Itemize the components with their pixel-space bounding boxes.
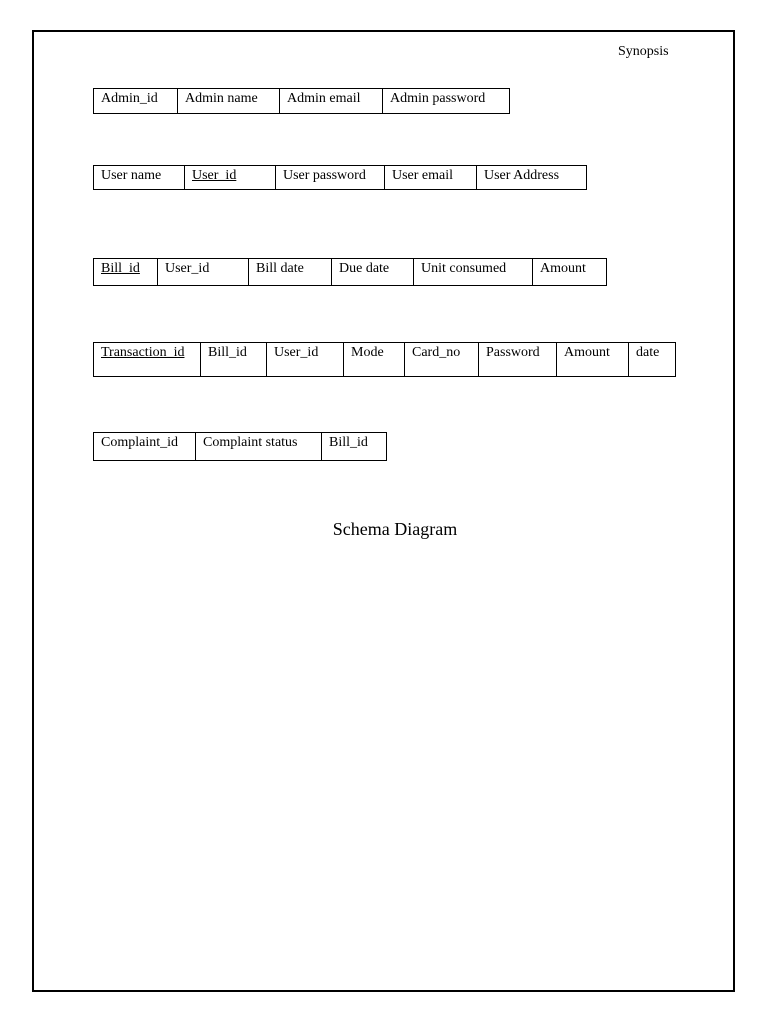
column-label: User email bbox=[392, 168, 454, 183]
table-row bbox=[94, 166, 587, 190]
column-label: Admin password bbox=[390, 91, 486, 106]
password-cell bbox=[479, 343, 557, 377]
transaction-id-cell bbox=[94, 343, 201, 377]
column-label: Amount bbox=[540, 261, 586, 276]
primary-key-label: Transaction_id bbox=[101, 345, 185, 360]
bill-table bbox=[93, 258, 607, 286]
header-synopsis: Synopsis bbox=[618, 44, 669, 59]
table-row bbox=[94, 433, 387, 461]
column-label: Unit consumed bbox=[421, 261, 507, 276]
admin-id-cell bbox=[94, 89, 178, 114]
complaint-bill-id-cell bbox=[322, 433, 387, 461]
column-label: User name bbox=[101, 168, 162, 183]
admin-email-cell bbox=[280, 89, 383, 114]
column-label: Complaint_id bbox=[101, 435, 178, 450]
column-label: Admin_id bbox=[101, 91, 158, 106]
transaction-user-id-cell bbox=[267, 343, 344, 377]
complaint-table bbox=[93, 432, 387, 461]
primary-key-label: User_id bbox=[192, 168, 237, 183]
bill-amount-cell bbox=[533, 259, 607, 286]
complaint-status-cell bbox=[196, 433, 322, 461]
column-label: date bbox=[636, 345, 660, 360]
primary-key-label: Bill_id bbox=[101, 261, 140, 276]
column-label: Due date bbox=[339, 261, 390, 276]
bill-date-cell bbox=[249, 259, 332, 286]
table-row bbox=[94, 343, 676, 377]
admin-table bbox=[93, 88, 510, 114]
transaction-table bbox=[93, 342, 676, 377]
unit-consumed-cell bbox=[414, 259, 533, 286]
schema-diagram-caption: Schema Diagram bbox=[332, 519, 458, 539]
column-label: Mode bbox=[351, 345, 384, 360]
column-label: Complaint status bbox=[203, 435, 298, 450]
due-date-cell bbox=[332, 259, 414, 286]
table-row bbox=[94, 89, 510, 114]
column-label: Password bbox=[486, 345, 540, 360]
transaction-bill-id-cell bbox=[201, 343, 267, 377]
column-label: User password bbox=[283, 168, 366, 183]
table-row bbox=[94, 259, 607, 286]
bill-user-id-cell bbox=[158, 259, 249, 286]
user-email-cell bbox=[385, 166, 477, 190]
column-label: User_id bbox=[165, 261, 210, 276]
user-table bbox=[93, 165, 587, 190]
user-address-cell bbox=[477, 166, 587, 190]
user-name-cell bbox=[94, 166, 185, 190]
admin-password-cell bbox=[383, 89, 510, 114]
column-label: Amount bbox=[564, 345, 610, 360]
bill-id-cell bbox=[94, 259, 158, 286]
transaction-amount-cell bbox=[557, 343, 629, 377]
column-label: Admin email bbox=[287, 91, 361, 106]
column-label: Bill_id bbox=[329, 435, 368, 450]
column-label: Card_no bbox=[412, 345, 461, 360]
user-password-cell bbox=[276, 166, 385, 190]
column-label: User Address bbox=[484, 168, 560, 183]
admin-name-cell bbox=[178, 89, 280, 114]
mode-cell bbox=[344, 343, 405, 377]
column-label: Bill date bbox=[256, 261, 304, 276]
column-label: Bill_id bbox=[208, 345, 247, 360]
date-cell bbox=[629, 343, 676, 377]
column-label: User_id bbox=[274, 345, 319, 360]
column-label: Admin name bbox=[185, 91, 258, 106]
user-id-cell bbox=[185, 166, 276, 190]
complaint-id-cell bbox=[94, 433, 196, 461]
card-no-cell bbox=[405, 343, 479, 377]
